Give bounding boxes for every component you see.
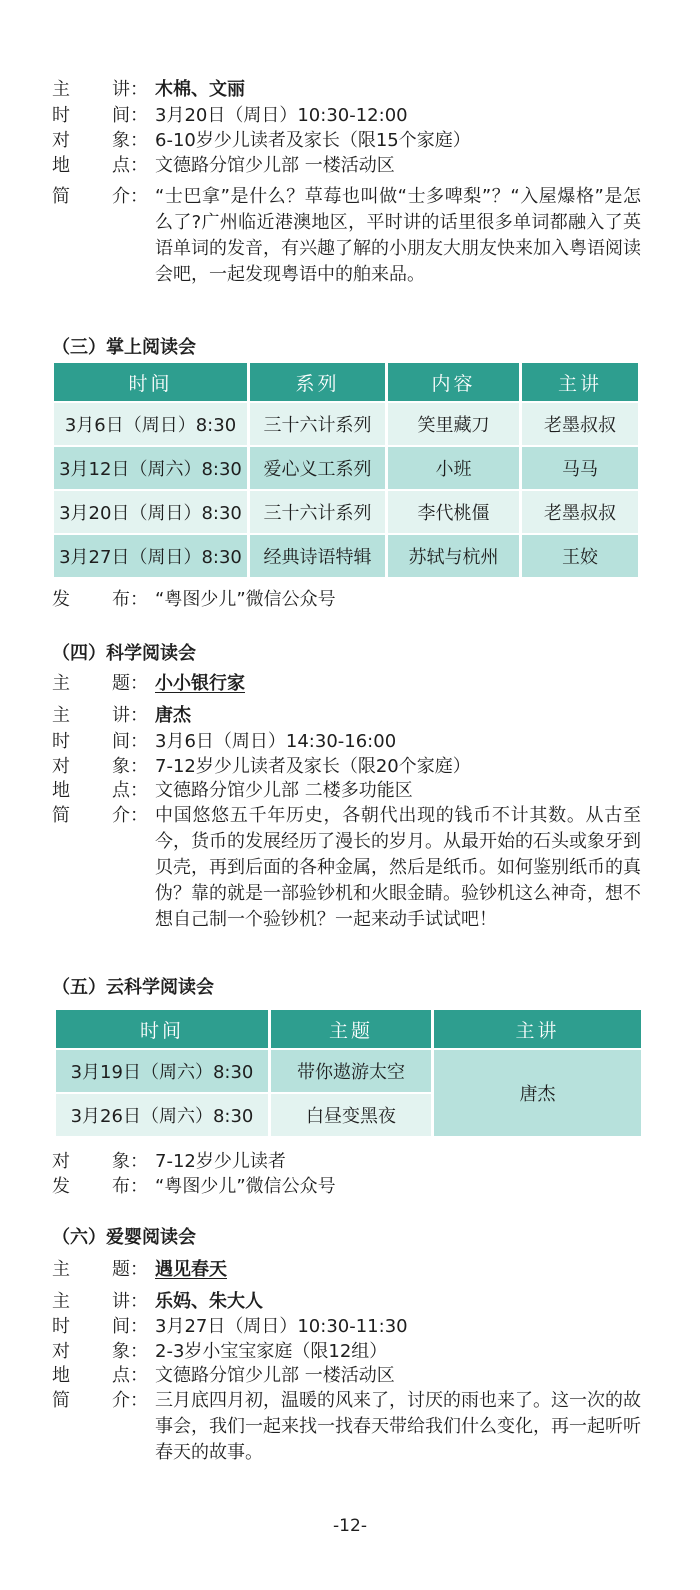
column-header: 时间	[54, 363, 247, 401]
field-label: 讲：	[112, 705, 148, 726]
speaker-value: 乐妈、朱大人	[155, 1291, 263, 1312]
table-cell: 苏轼与杭州	[388, 535, 519, 577]
field-label: 介：	[112, 1390, 148, 1411]
field-label: 讲：	[112, 1291, 148, 1312]
publish-value: “粤图少儿”微信公众号	[155, 589, 336, 610]
theme-value: 遇见春天	[155, 1259, 227, 1280]
table-row	[54, 535, 638, 577]
speaker-cell: 唐杰	[434, 1050, 641, 1136]
table-cell: 白昼变黑夜	[271, 1094, 431, 1136]
field-label: 题：	[112, 673, 148, 694]
field-label: 布：	[112, 589, 148, 610]
intro-text: 三月底四月初，温暖的风来了，讨厌的雨也来了。这一次的故事会，我们一起来找一找春天带给我们什么变化，再一起听听春天的故事。	[155, 1390, 641, 1463]
column-header: 主讲	[434, 1010, 641, 1048]
table-cell: 带你遨游太空	[271, 1050, 431, 1092]
field-label: 对	[52, 756, 70, 777]
field-label: 象：	[112, 130, 148, 151]
column-header: 时间	[56, 1010, 268, 1048]
intro-text: “士巴拿”是什么？草莓也叫做“士多啤梨”？“入屋爆格”是怎么了?广州临近港澳地区，平时讲的话里很多单词都融入了英语单词的发音，有兴趣了解的小朋友大朋友快来加入粤语阅读会吧，一起发现粤语中的舶来品。	[155, 186, 641, 285]
field-label: 题：	[112, 1259, 148, 1280]
field-label: 简	[52, 186, 70, 207]
field-label: 讲：	[112, 79, 148, 100]
column-header: 主题	[271, 1010, 431, 1048]
intro-block	[52, 803, 648, 933]
table-cell: 马马	[522, 447, 638, 489]
table-cell: 3月20日（周日）8:30	[54, 491, 247, 533]
field-label: 地	[52, 1365, 70, 1386]
field-label: 发	[52, 589, 70, 610]
field-label: 地	[52, 155, 70, 176]
field-label: 主	[52, 1291, 70, 1312]
publish-value: “粤图少儿”微信公众号	[155, 1176, 336, 1197]
section-heading: （四）科学阅读会	[52, 643, 196, 664]
field-label: 间：	[112, 105, 148, 126]
field-label: 时	[52, 105, 70, 126]
column-header: 系列	[250, 363, 385, 401]
table-cell: 老墨叔叔	[522, 491, 638, 533]
field-label: 时	[52, 731, 70, 752]
field-label: 主	[52, 705, 70, 726]
field-label: 象：	[112, 1341, 148, 1362]
field-label: 主	[52, 79, 70, 100]
section-heading: （三）掌上阅读会	[52, 337, 196, 358]
table-cell: 3月12日（周六）8:30	[54, 447, 247, 489]
place-value: 文德路分馆少儿部 二楼多功能区	[155, 780, 413, 801]
field-label: 简	[52, 805, 70, 826]
table-cell: 三十六计系列	[250, 491, 385, 533]
table-row	[54, 447, 638, 489]
table-cell: 3月26日（周六）8:30	[56, 1094, 268, 1136]
time-value: 3月20日（周日）10:30-12:00	[155, 105, 408, 126]
table-cell: 老墨叔叔	[522, 403, 638, 445]
intro-text: 中国悠悠五千年历史，各朝代出现的钱币不计其数。从古至今，货币的发展经历了漫长的岁月。从最开始的石头或象牙到贝壳，再到后面的各种金属，然后是纸币。如何鉴别纸币的真伪？靠的就是一部验钞机和火眼金睛。验钞机这么神奇，想不想自己制一个验钞机？一起来动手试试吧！	[155, 805, 641, 930]
page-number: -12-	[333, 1516, 367, 1536]
field-label: 对	[52, 1151, 70, 1172]
field-label: 对	[52, 130, 70, 151]
place-value: 文德路分馆少儿部 一楼活动区	[155, 1365, 395, 1386]
table-cell: 王姣	[522, 535, 638, 577]
table-row	[56, 1050, 641, 1092]
field-label: 对	[52, 1341, 70, 1362]
table-cell: 3月6日（周日）8:30	[54, 403, 247, 445]
table-cell: 笑里藏刀	[388, 403, 519, 445]
field-label: 间：	[112, 731, 148, 752]
field-label: 点：	[112, 155, 148, 176]
table-row	[54, 403, 638, 445]
intro-block	[52, 1388, 648, 1466]
place-value: 文德路分馆少儿部 一楼活动区	[155, 155, 395, 176]
section-heading: （五）云科学阅读会	[52, 977, 214, 998]
theme-value: 小小银行家	[155, 673, 245, 694]
intro-block	[52, 184, 648, 288]
table-header-row	[54, 363, 638, 401]
time-value: 3月27日（周日）10:30-11:30	[155, 1316, 408, 1337]
field-label: 象：	[112, 1151, 148, 1172]
table-cell: 小班	[388, 447, 519, 489]
field-label: 发	[52, 1176, 70, 1197]
audience-value: 7-12岁少儿读者	[155, 1151, 286, 1172]
schedule-table	[53, 1008, 644, 1138]
time-value: 3月6日（周日）14:30-16:00	[155, 731, 397, 752]
table-cell: 爱心义工系列	[250, 447, 385, 489]
field-label: 点：	[112, 1365, 148, 1386]
table-cell: 3月27日（周日）8:30	[54, 535, 247, 577]
table-row	[54, 491, 638, 533]
field-label: 象：	[112, 756, 148, 777]
speaker-value: 唐杰	[155, 705, 191, 726]
field-label: 主	[52, 1259, 70, 1280]
field-label: 介：	[112, 186, 148, 207]
column-header: 内容	[388, 363, 519, 401]
table-cell: 经典诗语特辑	[250, 535, 385, 577]
table-header-row	[56, 1010, 641, 1048]
audience-value: 6-10岁少儿读者及家长（限15个家庭）	[155, 130, 471, 151]
field-label: 布：	[112, 1176, 148, 1197]
field-label: 时	[52, 1316, 70, 1337]
column-header: 主讲	[522, 363, 638, 401]
table-cell: 李代桃僵	[388, 491, 519, 533]
field-label: 间：	[112, 1316, 148, 1337]
field-label: 简	[52, 1390, 70, 1411]
table-cell: 三十六计系列	[250, 403, 385, 445]
field-label: 点：	[112, 780, 148, 801]
field-label: 主	[52, 673, 70, 694]
section-heading: （六）爱婴阅读会	[52, 1227, 196, 1248]
audience-value: 7-12岁少儿读者及家长（限20个家庭）	[155, 756, 471, 777]
schedule-table	[51, 361, 641, 579]
field-label: 介：	[112, 805, 148, 826]
table-cell: 3月19日（周六）8:30	[56, 1050, 268, 1092]
field-label: 地	[52, 780, 70, 801]
speaker-value: 木棉、文丽	[155, 79, 245, 100]
audience-value: 2-3岁小宝宝家庭（限12组）	[155, 1341, 388, 1362]
